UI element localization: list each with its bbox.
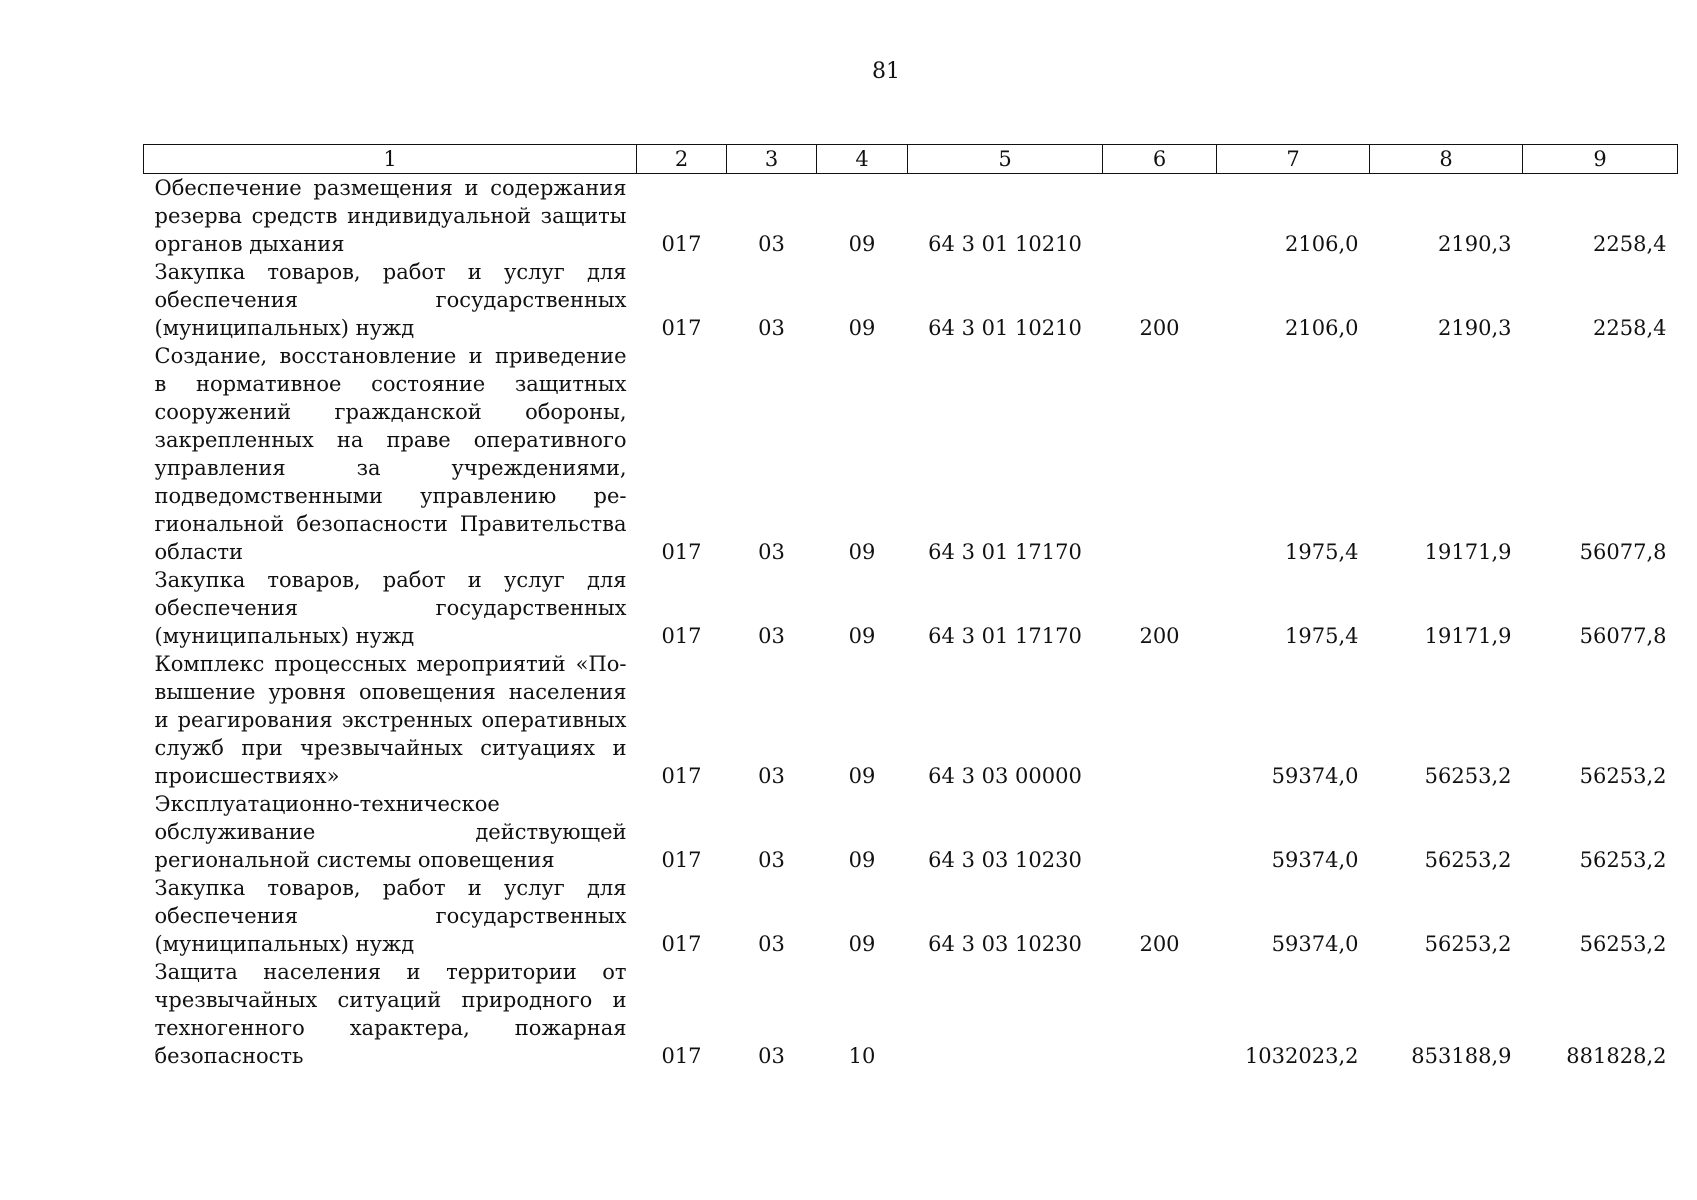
- cell-amount-9: 56253,2: [1579, 764, 1667, 788]
- header-cell-2: 2: [637, 145, 727, 174]
- table-row: [144, 342, 1678, 566]
- table-row: [144, 650, 1678, 790]
- page-number: 81: [872, 59, 900, 84]
- cell-target-item: 64 3 01 10210: [928, 316, 1082, 340]
- cell-target-item: 64 3 01 17170: [928, 624, 1082, 648]
- row-name: Защита населения и территории от чрезвычайных ситуаций природного и техногенного характера, пожарная безопасность: [154, 960, 627, 1068]
- cell-amount-8: 19171,9: [1424, 624, 1512, 648]
- row-name: Закупка товаров, работ и услуг для обеспечения государственных (муниципальных) нужд: [154, 876, 627, 956]
- header-cell-4: 4: [817, 145, 908, 174]
- table-row: [144, 958, 1678, 1070]
- budget-table: [143, 144, 1678, 1070]
- cell-ministry: 017: [661, 932, 702, 956]
- header-cell-3: 3: [727, 145, 817, 174]
- header-cell-8: 8: [1370, 145, 1523, 174]
- table-row: [144, 174, 1678, 259]
- cell-target-item: 64 3 03 10230: [928, 848, 1082, 872]
- cell-amount-8: 56253,2: [1424, 764, 1512, 788]
- header-row: [144, 145, 1678, 174]
- cell-section: 03: [758, 764, 785, 788]
- table-row: [144, 258, 1678, 342]
- cell-section: 03: [758, 1044, 785, 1068]
- cell-target-item: 64 3 01 10210: [928, 232, 1082, 256]
- header-cell-6: 6: [1103, 145, 1217, 174]
- cell-amount-8: 853188,9: [1411, 1044, 1512, 1068]
- cell-section: 03: [758, 848, 785, 872]
- cell-ministry: 017: [661, 316, 702, 340]
- cell-amount-7: 1975,4: [1285, 624, 1359, 648]
- cell-section: 03: [758, 932, 785, 956]
- cell-target-item: 64 3 03 00000: [928, 764, 1082, 788]
- cell-subsection: 10: [848, 1044, 876, 1068]
- cell-amount-9: 881828,2: [1566, 1044, 1667, 1068]
- cell-amount-9: 56253,2: [1579, 848, 1667, 872]
- cell-amount-9: 56077,8: [1579, 540, 1667, 564]
- header-cell-1: 1: [144, 145, 637, 174]
- cell-ministry: 017: [661, 1044, 702, 1068]
- header-cell-7: 7: [1217, 145, 1370, 174]
- header-cell-5: 5: [908, 145, 1103, 174]
- cell-subsection: 09: [848, 764, 876, 788]
- cell-amount-8: 56253,2: [1424, 848, 1512, 872]
- table-row: [144, 790, 1678, 874]
- cell-amount-9: 56077,8: [1579, 624, 1667, 648]
- cell-ministry: 017: [661, 540, 702, 564]
- cell-section: 03: [758, 232, 785, 256]
- cell-expense-type: [1103, 342, 1217, 566]
- cell-amount-9: 2258,4: [1593, 316, 1667, 340]
- cell-target-item: [908, 958, 1103, 1070]
- row-name: Комплекс процессных мероприятий «Повышение уровня оповещения населения и реагирования экстренных оперативных служб при чрезвычайных ситуациях и происшествиях»: [154, 652, 627, 788]
- cell-amount-8: 2190,3: [1438, 316, 1512, 340]
- cell-ministry: 017: [661, 848, 702, 872]
- cell-section: 03: [758, 540, 785, 564]
- header-cell-9: 9: [1523, 145, 1678, 174]
- table-row: [144, 874, 1678, 958]
- cell-amount-7: 2106,0: [1285, 316, 1359, 340]
- cell-subsection: 09: [848, 848, 876, 872]
- cell-section: 03: [758, 624, 785, 648]
- cell-amount-7: 1032023,2: [1244, 1044, 1359, 1068]
- cell-subsection: 09: [848, 932, 876, 956]
- cell-ministry: 017: [661, 232, 702, 256]
- cell-amount-7: 59374,0: [1271, 848, 1359, 872]
- cell-section: 03: [758, 316, 785, 340]
- cell-amount-9: 2258,4: [1593, 232, 1667, 256]
- cell-amount-8: 19171,9: [1424, 540, 1512, 564]
- cell-amount-9: 56253,2: [1579, 932, 1667, 956]
- cell-ministry: 017: [661, 764, 702, 788]
- row-name: Эксплуатационно-техническое обслуживание действующей региональной системы оповещения: [154, 792, 627, 872]
- cell-ministry: 017: [661, 624, 702, 648]
- row-name: Закупка товаров, работ и услуг для обеспечения государственных (муниципальных) нужд: [154, 568, 627, 648]
- cell-amount-7: 1975,4: [1285, 540, 1359, 564]
- cell-amount-8: 2190,3: [1438, 232, 1512, 256]
- cell-subsection: 09: [848, 624, 876, 648]
- cell-expense-type: [1103, 650, 1217, 790]
- table-row: [144, 566, 1678, 650]
- row-name: Закупка товаров, работ и услуг для обеспечения государственных (муниципальных) нужд: [154, 260, 627, 340]
- cell-target-item: 64 3 01 17170: [928, 540, 1082, 564]
- cell-subsection: 09: [848, 540, 876, 564]
- cell-amount-7: 59374,0: [1271, 764, 1359, 788]
- row-name: Создание, восстановление и приведение в нормативное состояние защитных сооружений гражданской обороны, закрепленных на праве оперативного управления за учреждениями, подведомственными управлению региональной безопасности Правительства области: [154, 344, 627, 564]
- cell-subsection: 09: [848, 316, 876, 340]
- cell-expense-type: 200: [1139, 624, 1180, 648]
- cell-amount-7: 59374,0: [1271, 932, 1359, 956]
- cell-expense-type: [1103, 174, 1217, 259]
- cell-amount-8: 56253,2: [1424, 932, 1512, 956]
- row-name: Обеспечение размещения и содержания резерва средств индивидуальной защиты органов дыхания: [154, 176, 627, 256]
- cell-expense-type: [1103, 958, 1217, 1070]
- cell-amount-7: 2106,0: [1285, 232, 1359, 256]
- cell-expense-type: 200: [1139, 316, 1180, 340]
- cell-target-item: 64 3 03 10230: [928, 932, 1082, 956]
- cell-expense-type: 200: [1139, 932, 1180, 956]
- cell-subsection: 09: [848, 232, 876, 256]
- cell-expense-type: [1103, 790, 1217, 874]
